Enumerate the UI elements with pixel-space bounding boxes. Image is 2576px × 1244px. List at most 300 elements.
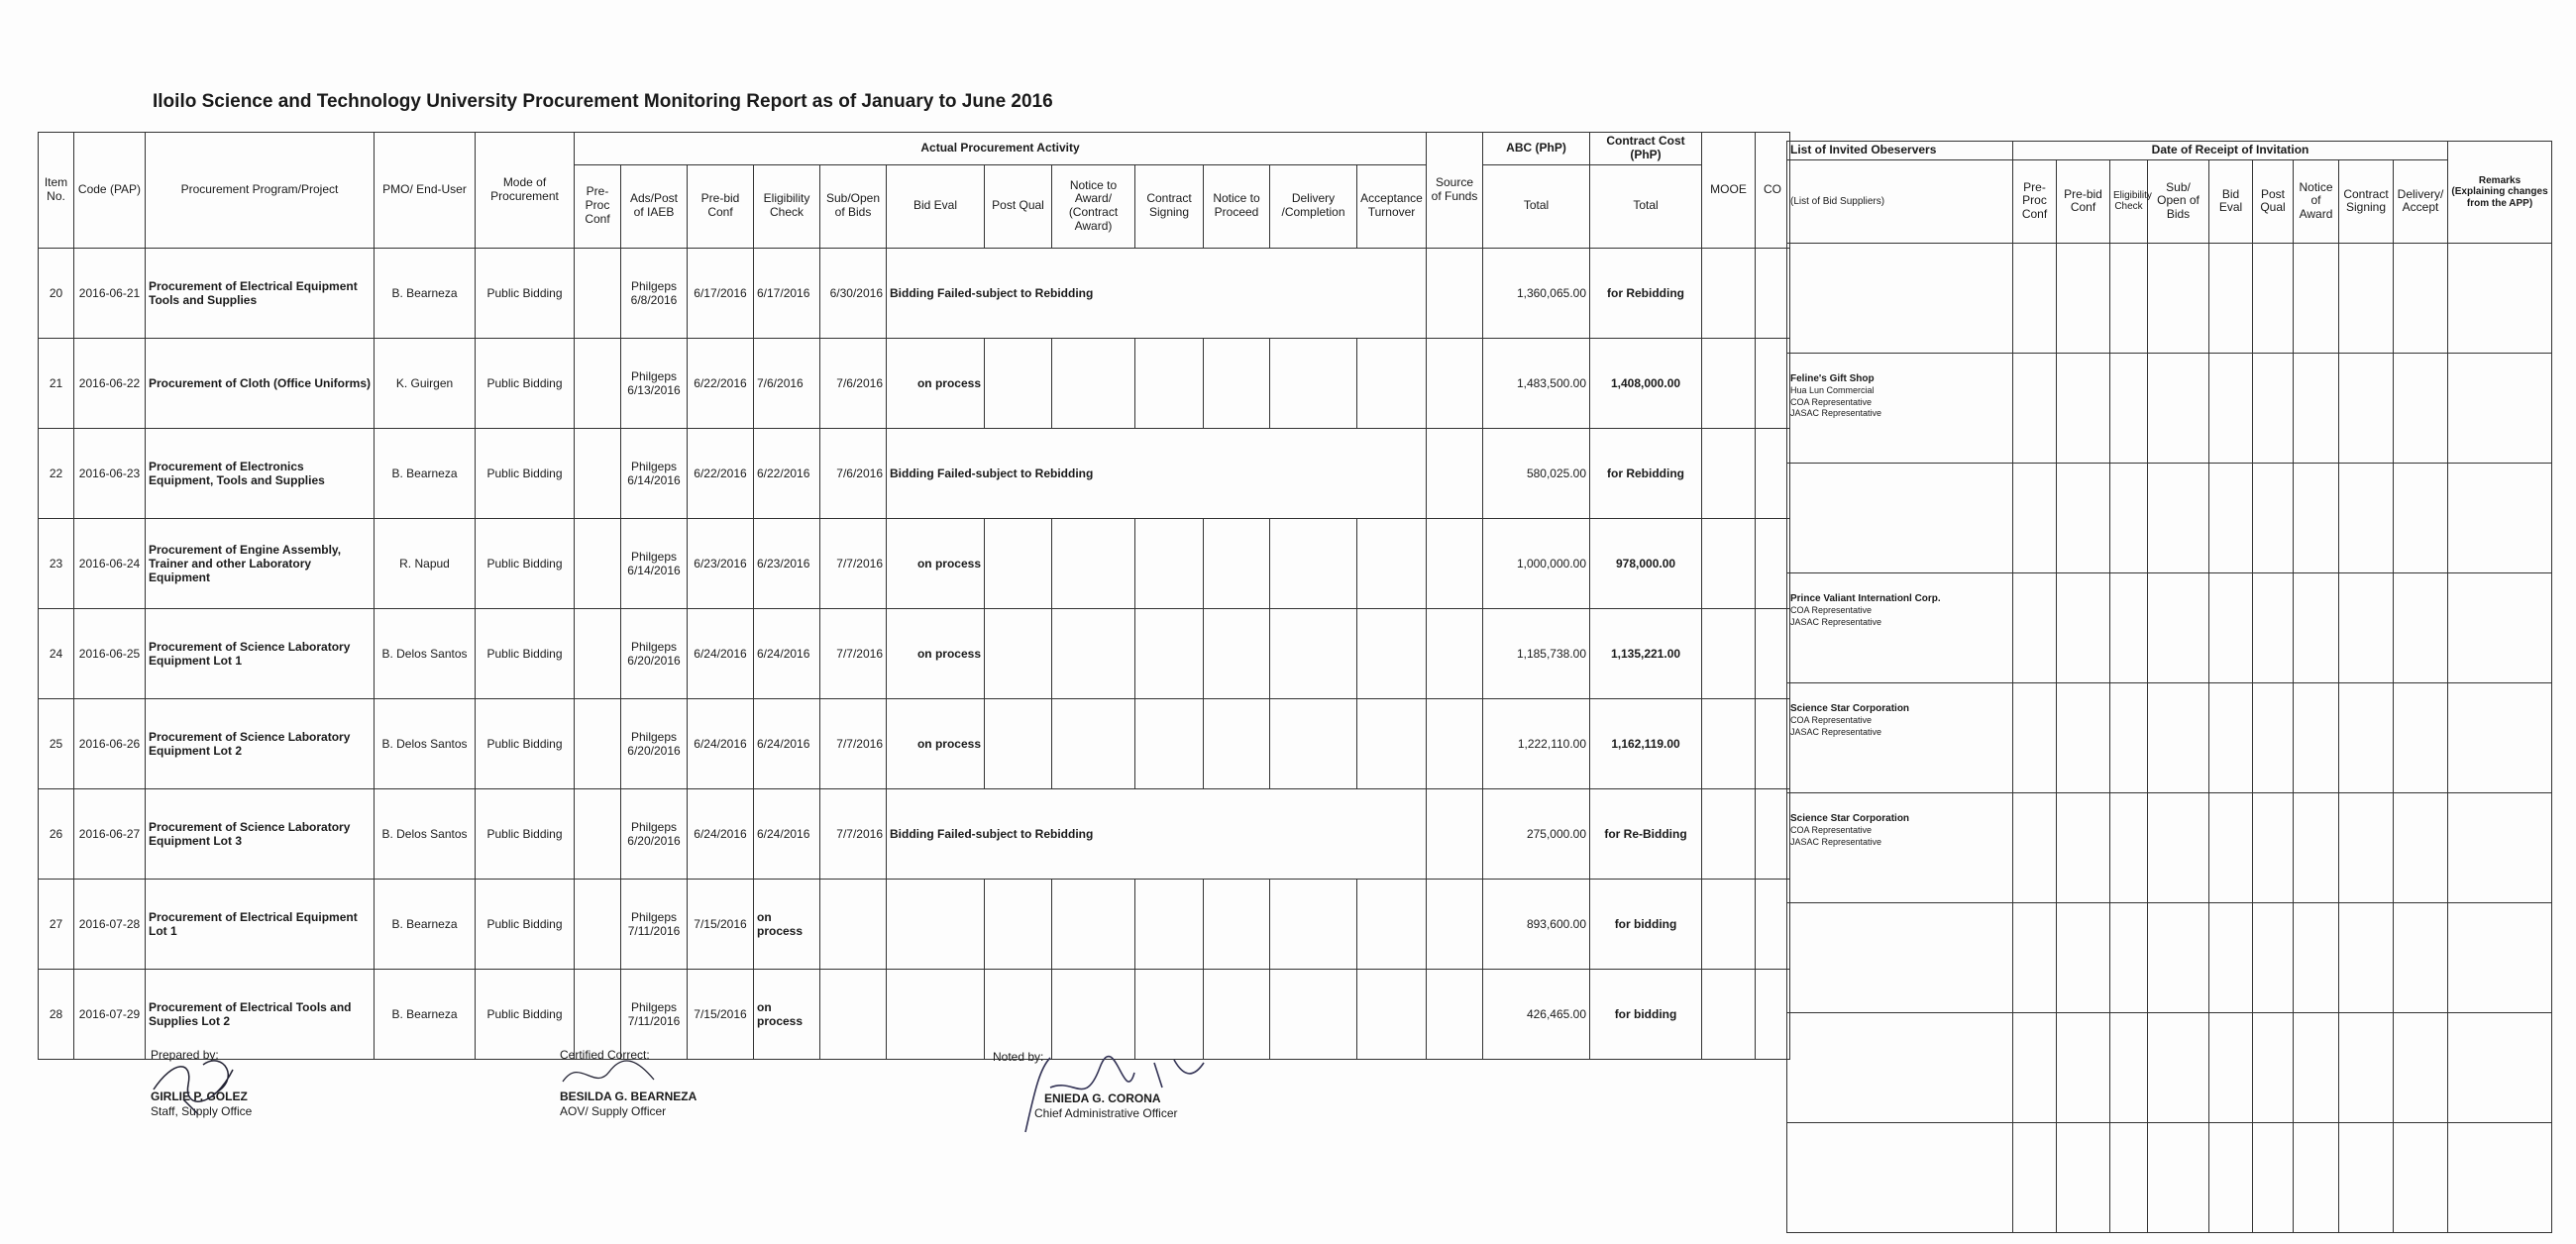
activity-cell [985, 698, 1052, 788]
receipt-cell [2448, 1122, 2552, 1232]
receipt-cell [2339, 682, 2394, 792]
activity-cell [985, 879, 1052, 969]
receipt-cell [2148, 1012, 2209, 1122]
co-cell [1756, 338, 1790, 428]
prebid-cell: 6/17/2016 [688, 248, 754, 338]
activity-cell [1204, 338, 1270, 428]
item-no-cell: 26 [39, 788, 74, 879]
abc-total-cell: 1,360,065.00 [1483, 248, 1590, 338]
header-r-prebid: Pre-bid Conf [2057, 159, 2110, 243]
source-cell [1427, 338, 1483, 428]
eligibility-cell: 6/24/2016 [754, 698, 820, 788]
source-cell [1427, 969, 1483, 1059]
receipt-cell [2013, 1012, 2057, 1122]
observer-entry: Prince Valiant Internationl Corp. [1790, 592, 1941, 604]
table-row [39, 879, 1790, 969]
pmo-cell: B. Bearneza [375, 879, 476, 969]
header-contract-total: Total [1590, 164, 1702, 248]
prepared-name: GIRLIE P. GOLEZ [151, 1088, 248, 1103]
prebid-cell: 6/24/2016 [688, 788, 754, 879]
pre-proc-cell [575, 518, 621, 608]
contract-total-cell: for bidding [1590, 879, 1702, 969]
co-cell [1756, 788, 1790, 879]
activity-cell [1135, 969, 1204, 1059]
noted-label: Noted by: [993, 1050, 1044, 1064]
header-bid-suppliers: (List of Bid Suppliers) [1787, 159, 2013, 243]
observer-entry: COA Representative [1790, 396, 1873, 407]
status-cell: Bidding Failed-subject to Rebidding [887, 788, 1427, 879]
status-cell: on process [887, 608, 985, 698]
code-cell: 2016-06-26 [74, 698, 146, 788]
receipt-cell [2448, 1012, 2552, 1122]
observers-cell [1787, 353, 2013, 463]
receipt-cell [2148, 463, 2209, 572]
header-acceptance: Acceptance Turnover [1357, 164, 1427, 248]
co-cell [1756, 518, 1790, 608]
program-cell: Procurement of Science Laboratory Equipment Lot 2 [146, 698, 375, 788]
source-cell [1427, 698, 1483, 788]
mode-cell: Public Bidding [476, 608, 575, 698]
header-r-preproc: Pre-Proc Conf [2013, 159, 2057, 243]
mooe-cell [1702, 879, 1756, 969]
abc-total-cell: 275,000.00 [1483, 788, 1590, 879]
receipt-cell [2013, 1122, 2057, 1232]
activity-cell [1357, 338, 1427, 428]
table-row [39, 788, 1790, 879]
activity-cell [1135, 879, 1204, 969]
activity-cell [985, 969, 1052, 1059]
receipt-cell [2209, 682, 2253, 792]
contract-total-cell: for Rebidding [1590, 428, 1702, 518]
observer-row [1787, 572, 2552, 682]
observer-row [1787, 1012, 2552, 1122]
pmo-cell: B. Bearneza [375, 248, 476, 338]
status-cell: on process [887, 518, 985, 608]
observer-entry: JASAC Representative [1790, 836, 1882, 847]
header-r-delivery: Delivery/ Accept [2394, 159, 2448, 243]
observer-entry: COA Representative [1790, 715, 1873, 726]
receipt-cell [2339, 902, 2394, 1012]
receipt-cell [2110, 463, 2148, 572]
receipt-cell [2253, 902, 2294, 1012]
header-postqual: Post Qual [985, 164, 1052, 248]
header-actual-group: Actual Procurement Activity [575, 133, 1427, 165]
procurement-table [38, 132, 1790, 1060]
eligibility-cell: 6/17/2016 [754, 248, 820, 338]
pre-proc-cell [575, 248, 621, 338]
receipt-cell [2209, 353, 2253, 463]
abc-total-cell: 1,000,000.00 [1483, 518, 1590, 608]
activity-cell [1357, 608, 1427, 698]
receipt-cell [2110, 682, 2148, 792]
header-bideval: Bid Eval [887, 164, 985, 248]
pre-proc-cell [575, 338, 621, 428]
source-cell [1427, 428, 1483, 518]
header-notice-proceed: Notice to Proceed [1204, 164, 1270, 248]
pmo-cell: B. Delos Santos [375, 608, 476, 698]
source-cell [1427, 608, 1483, 698]
activity-cell [1052, 518, 1135, 608]
observer-row [1787, 353, 2552, 463]
pmo-cell: B. Delos Santos [375, 788, 476, 879]
status-cell [887, 879, 985, 969]
certified-signature-icon [555, 1052, 664, 1101]
header-remarks: Remarks (Explaining changes from the APP) [2448, 142, 2552, 244]
mooe-cell [1702, 698, 1756, 788]
receipt-cell [2448, 902, 2552, 1012]
subopen-cell: 7/7/2016 [820, 698, 887, 788]
prepared-label: Prepared by: [151, 1048, 219, 1062]
code-cell: 2016-06-24 [74, 518, 146, 608]
mode-cell: Public Bidding [476, 428, 575, 518]
code-cell: 2016-06-23 [74, 428, 146, 518]
pre-proc-cell [575, 788, 621, 879]
mode-cell: Public Bidding [476, 698, 575, 788]
receipt-cell [2294, 1122, 2339, 1232]
receipt-cell [2013, 572, 2057, 682]
co-cell [1756, 608, 1790, 698]
abc-total-cell: 893,600.00 [1483, 879, 1590, 969]
code-cell: 2016-06-27 [74, 788, 146, 879]
receipt-cell [2394, 682, 2448, 792]
header-abc-group: ABC (PhP) [1483, 133, 1590, 165]
contract-total-cell: 978,000.00 [1590, 518, 1702, 608]
activity-cell [1270, 698, 1357, 788]
receipt-cell [2448, 353, 2552, 463]
receipt-cell [2110, 1012, 2148, 1122]
receipt-cell [2148, 902, 2209, 1012]
ads-cell: Philgeps 6/14/2016 [621, 428, 688, 518]
receipt-cell [2394, 572, 2448, 682]
status-cell: Bidding Failed-subject to Rebidding [887, 248, 1427, 338]
receipt-cell [2057, 792, 2110, 902]
program-cell: Procurement of Science Laboratory Equipment Lot 3 [146, 788, 375, 879]
mooe-cell [1702, 428, 1756, 518]
receipt-cell [2339, 792, 2394, 902]
receipt-cell [2294, 572, 2339, 682]
header-eligibility: Eligibility Check [754, 164, 820, 248]
activity-cell [1135, 608, 1204, 698]
subopen-cell: 7/6/2016 [820, 428, 887, 518]
activity-cell [1357, 518, 1427, 608]
activity-cell [1204, 969, 1270, 1059]
status-cell: on process [887, 698, 985, 788]
receipt-cell [2057, 243, 2110, 353]
receipt-cell [2013, 353, 2057, 463]
receipt-cell [2294, 902, 2339, 1012]
header-prebid: Pre-bid Conf [688, 164, 754, 248]
receipt-cell [2339, 243, 2394, 353]
receipt-cell [2209, 1012, 2253, 1122]
prebid-cell: 6/22/2016 [688, 338, 754, 428]
observers-cell [1787, 1012, 2013, 1122]
receipt-cell [2110, 243, 2148, 353]
observer-entry: COA Representative [1790, 825, 1873, 836]
receipt-cell [2339, 1122, 2394, 1232]
receipt-cell [2448, 243, 2552, 353]
contract-total-cell: for bidding [1590, 969, 1702, 1059]
receipt-cell [2013, 463, 2057, 572]
mode-cell: Public Bidding [476, 338, 575, 428]
mode-cell: Public Bidding [476, 518, 575, 608]
ads-cell: Philgeps 6/20/2016 [621, 608, 688, 698]
header-r-contract: Contract Signing [2339, 159, 2394, 243]
program-cell: Procurement of Engine Assembly, Trainer and other Laboratory Equipment [146, 518, 375, 608]
receipt-cell [2057, 572, 2110, 682]
activity-cell [1270, 518, 1357, 608]
receipt-cell [2253, 572, 2294, 682]
receipt-cell [2057, 682, 2110, 792]
co-cell [1756, 879, 1790, 969]
activity-cell [1270, 879, 1357, 969]
pre-proc-cell [575, 698, 621, 788]
activity-cell [1270, 608, 1357, 698]
receipt-cell [2013, 792, 2057, 902]
receipt-cell [2253, 353, 2294, 463]
eligibility-cell: on process [754, 969, 820, 1059]
receipt-cell [2209, 463, 2253, 572]
eligibility-cell: 6/22/2016 [754, 428, 820, 518]
header-contract-signing: Contract Signing [1135, 164, 1204, 248]
mooe-cell [1702, 518, 1756, 608]
table-row [39, 698, 1790, 788]
receipt-cell [2057, 902, 2110, 1012]
activity-cell [1270, 338, 1357, 428]
program-cell: Procurement of Electrical Tools and Supplies Lot 2 [146, 969, 375, 1059]
receipt-cell [2013, 902, 2057, 1012]
contract-total-cell: 1,408,000.00 [1590, 338, 1702, 428]
observer-row [1787, 902, 2552, 1012]
mooe-cell [1702, 248, 1756, 338]
source-cell [1427, 518, 1483, 608]
ads-cell: Philgeps 7/11/2016 [621, 969, 688, 1059]
receipt-cell [2057, 353, 2110, 463]
pre-proc-cell [575, 969, 621, 1059]
ads-cell: Philgeps 6/8/2016 [621, 248, 688, 338]
activity-cell [1052, 338, 1135, 428]
eligibility-cell: 6/24/2016 [754, 788, 820, 879]
pmo-cell: R. Napud [375, 518, 476, 608]
receipt-cell [2294, 682, 2339, 792]
observer-entry: JASAC Representative [1790, 407, 1882, 418]
header-notice-award: Notice to Award/ (Contract Award) [1052, 164, 1135, 248]
table-row [39, 428, 1790, 518]
subopen-cell: 7/6/2016 [820, 338, 887, 428]
activity-cell [1270, 969, 1357, 1059]
item-no-cell: 25 [39, 698, 74, 788]
observers-cell [1787, 792, 2013, 902]
pmo-cell: B. Delos Santos [375, 698, 476, 788]
receipt-cell [2448, 463, 2552, 572]
certified-label: Certified Correct: [560, 1048, 650, 1062]
item-no-cell: 27 [39, 879, 74, 969]
eligibility-cell: 6/23/2016 [754, 518, 820, 608]
pmo-cell: K. Guirgen [375, 338, 476, 428]
status-cell: on process [887, 338, 985, 428]
receipt-cell [2294, 463, 2339, 572]
observer-entry: Feline's Gift Shop [1790, 372, 1875, 384]
program-cell: Procurement of Electronics Equipment, Tools and Supplies [146, 428, 375, 518]
certified-name: BESILDA G. BEARNEZA [560, 1088, 698, 1103]
contract-total-cell: for Rebidding [1590, 248, 1702, 338]
item-no-cell: 24 [39, 608, 74, 698]
receipt-cell [2253, 682, 2294, 792]
mode-cell: Public Bidding [476, 879, 575, 969]
activity-cell [1052, 698, 1135, 788]
observers-cell [1787, 682, 2013, 792]
receipt-cell [2110, 572, 2148, 682]
observers-cell [1787, 572, 2013, 682]
header-observers-group: List of Invited Obeservers [1787, 142, 2013, 160]
activity-cell [1052, 969, 1135, 1059]
header-r-postqual: Post Qual [2253, 159, 2294, 243]
activity-cell [1135, 338, 1204, 428]
header-subopen: Sub/Open of Bids [820, 164, 887, 248]
receipt-cell [2253, 1122, 2294, 1232]
observers-table [1786, 141, 2552, 1233]
source-cell [1427, 788, 1483, 879]
receipt-cell [2209, 1122, 2253, 1232]
prebid-cell: 6/24/2016 [688, 698, 754, 788]
table-row [39, 338, 1790, 428]
header-r-subopen: Sub/ Open of Bids [2148, 159, 2209, 243]
source-cell [1427, 879, 1483, 969]
receipt-cell [2057, 463, 2110, 572]
prebid-cell: 7/15/2016 [688, 879, 754, 969]
receipt-cell [2253, 792, 2294, 902]
abc-total-cell: 1,222,110.00 [1483, 698, 1590, 788]
activity-cell [1204, 518, 1270, 608]
co-cell [1756, 698, 1790, 788]
activity-cell [1204, 879, 1270, 969]
activity-cell [1135, 698, 1204, 788]
item-no-cell: 20 [39, 248, 74, 338]
certified-title: AOV/ Supply Officer [560, 1104, 667, 1119]
receipt-cell [2339, 1012, 2394, 1122]
observer-entry: Hua Lun Commercial [1790, 385, 1875, 396]
receipt-cell [2253, 1012, 2294, 1122]
abc-total-cell: 580,025.00 [1483, 428, 1590, 518]
mode-cell: Public Bidding [476, 248, 575, 338]
activity-cell [1204, 608, 1270, 698]
ads-cell: Philgeps 6/14/2016 [621, 518, 688, 608]
receipt-cell [2394, 463, 2448, 572]
receipt-cell [2294, 1012, 2339, 1122]
activity-cell [1204, 698, 1270, 788]
header-code: Code (PAP) [74, 133, 146, 249]
header-r-notice: Notice of Award [2294, 159, 2339, 243]
co-cell [1756, 969, 1790, 1059]
receipt-cell [2148, 243, 2209, 353]
observer-entry: Science Star Corporation [1790, 702, 1910, 714]
header-contract-group: Contract Cost (PhP) [1590, 133, 1702, 165]
receipt-cell [2110, 902, 2148, 1012]
header-pmo: PMO/ End-User [375, 133, 476, 249]
subopen-cell: 7/7/2016 [820, 518, 887, 608]
activity-cell [1357, 969, 1427, 1059]
eligibility-cell: 6/24/2016 [754, 608, 820, 698]
activity-cell [1135, 518, 1204, 608]
pmo-cell: B. Bearneza [375, 969, 476, 1059]
receipt-cell [2013, 682, 2057, 792]
receipt-cell [2394, 243, 2448, 353]
mode-cell: Public Bidding [476, 788, 575, 879]
program-cell: Procurement of Electrical Equipment Lot 1 [146, 879, 375, 969]
code-cell: 2016-06-25 [74, 608, 146, 698]
subopen-cell: 7/7/2016 [820, 608, 887, 698]
header-r-elig: Eligibility Check [2110, 159, 2148, 243]
header-abc-total: Total [1483, 164, 1590, 248]
receipt-cell [2394, 353, 2448, 463]
receipt-cell [2339, 572, 2394, 682]
prebid-cell: 6/24/2016 [688, 608, 754, 698]
receipt-cell [2148, 682, 2209, 792]
prepared-title: Staff, Supply Office [151, 1104, 253, 1119]
pre-proc-cell [575, 879, 621, 969]
eligibility-cell: on process [754, 879, 820, 969]
contract-total-cell: 1,162,119.00 [1590, 698, 1702, 788]
source-cell [1427, 248, 1483, 338]
mooe-cell [1702, 969, 1756, 1059]
program-cell: Procurement of Electrical Equipment Tools and Supplies [146, 248, 375, 338]
receipt-cell [2148, 792, 2209, 902]
receipt-cell [2339, 353, 2394, 463]
code-cell: 2016-06-22 [74, 338, 146, 428]
observer-row [1787, 1122, 2552, 1232]
subopen-cell [820, 879, 887, 969]
code-cell: 2016-06-21 [74, 248, 146, 338]
receipt-cell [2057, 1012, 2110, 1122]
contract-total-cell: 1,135,221.00 [1590, 608, 1702, 698]
eligibility-cell: 7/6/2016 [754, 338, 820, 428]
receipt-cell [2110, 1122, 2148, 1232]
observer-row [1787, 682, 2552, 792]
header-item-no: Item No. [39, 133, 74, 249]
mode-cell: Public Bidding [476, 969, 575, 1059]
table-row [39, 518, 1790, 608]
ads-cell: Philgeps 6/20/2016 [621, 788, 688, 879]
receipt-cell [2148, 353, 2209, 463]
receipt-cell [2253, 463, 2294, 572]
receipt-cell [2394, 1012, 2448, 1122]
item-no-cell: 23 [39, 518, 74, 608]
item-no-cell: 22 [39, 428, 74, 518]
activity-cell [985, 608, 1052, 698]
subopen-cell: 7/7/2016 [820, 788, 887, 879]
receipt-cell [2448, 572, 2552, 682]
receipt-cell [2057, 1122, 2110, 1232]
subopen-cell [820, 969, 887, 1059]
header-ads: Ads/Post of IAEB [621, 164, 688, 248]
observers-cell [1787, 243, 2013, 353]
abc-total-cell: 426,465.00 [1483, 969, 1590, 1059]
receipt-cell [2294, 792, 2339, 902]
receipt-cell [2209, 572, 2253, 682]
observer-entry: JASAC Representative [1790, 616, 1882, 627]
mooe-cell [1702, 608, 1756, 698]
prebid-cell: 6/22/2016 [688, 428, 754, 518]
receipt-cell [2253, 243, 2294, 353]
code-cell: 2016-07-28 [74, 879, 146, 969]
receipt-cell [2294, 243, 2339, 353]
observers-cell [1787, 463, 2013, 572]
program-cell: Procurement of Science Laboratory Equipment Lot 1 [146, 608, 375, 698]
abc-total-cell: 1,185,738.00 [1483, 608, 1590, 698]
table-row [39, 608, 1790, 698]
receipt-cell [2448, 682, 2552, 792]
activity-cell [1052, 608, 1135, 698]
activity-cell [1357, 879, 1427, 969]
